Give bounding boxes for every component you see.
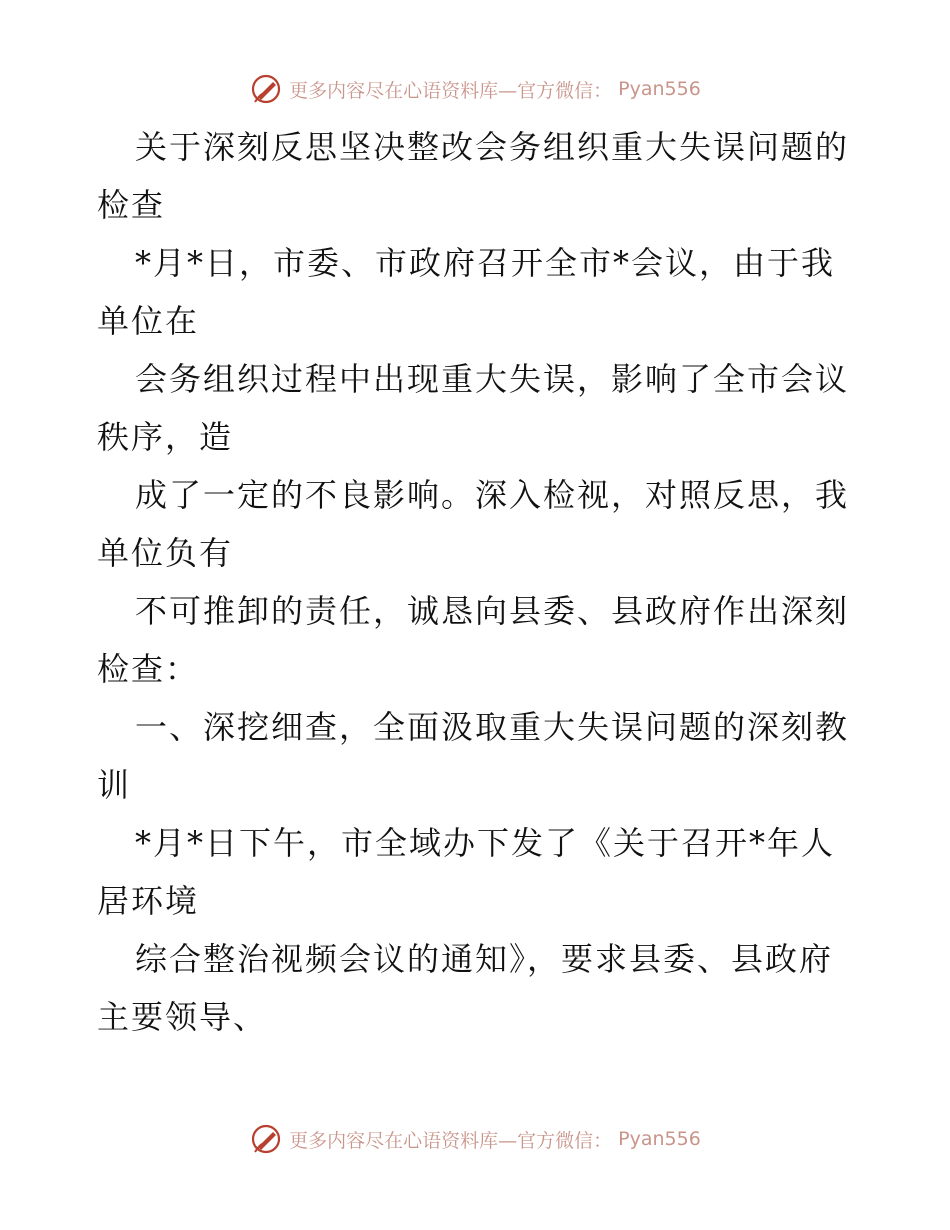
header-banner-text: 更多内容尽在心语资料库—官方微信：	[289, 79, 613, 102]
text-line: *月*日，市委、市政府召开全市*会议，由于我	[135, 244, 836, 282]
pen-logo-icon	[249, 72, 283, 106]
header-banner-handle: Pyan556	[618, 78, 701, 100]
footer-banner-text: 更多内容尽在心语资料库—官方微信：	[289, 1129, 613, 1152]
text-line: 综合整治视频会议的通知》，要求县委、县政府	[135, 940, 834, 978]
text-line: 成了一定的不良影响。深入检视，对照反思，我	[135, 476, 850, 514]
text-line: 不可推卸的责任，诚恳向县委、县政府作出深刻	[135, 592, 850, 630]
document-body	[97, 118, 857, 1046]
header-banner	[0, 72, 950, 106]
footer-banner	[0, 1122, 950, 1156]
text-line: 检查：	[97, 650, 200, 688]
text-line: 关于深刻反思坚决整改会务组织重大失误问题的	[135, 128, 850, 166]
pen-logo-icon	[249, 1122, 283, 1156]
section-heading-line: 训	[97, 766, 132, 804]
text-line: 单位在	[97, 302, 200, 340]
text-line: *月*日下午，市全域办下发了《关于召开*年人	[135, 824, 836, 862]
text-line: 居环境	[97, 882, 200, 920]
text-line: 检查	[97, 186, 166, 224]
text-line: 会务组织过程中出现重大失误，影响了全市会议	[135, 360, 850, 398]
text-line: 主要领导、	[97, 998, 268, 1036]
footer-banner-handle: Pyan556	[618, 1128, 701, 1150]
text-line: 单位负有	[97, 534, 234, 572]
section-heading-line: 一、深挖细查，全面汲取重大失误问题的深刻教	[135, 708, 850, 746]
text-line: 秩序，造	[97, 418, 234, 456]
